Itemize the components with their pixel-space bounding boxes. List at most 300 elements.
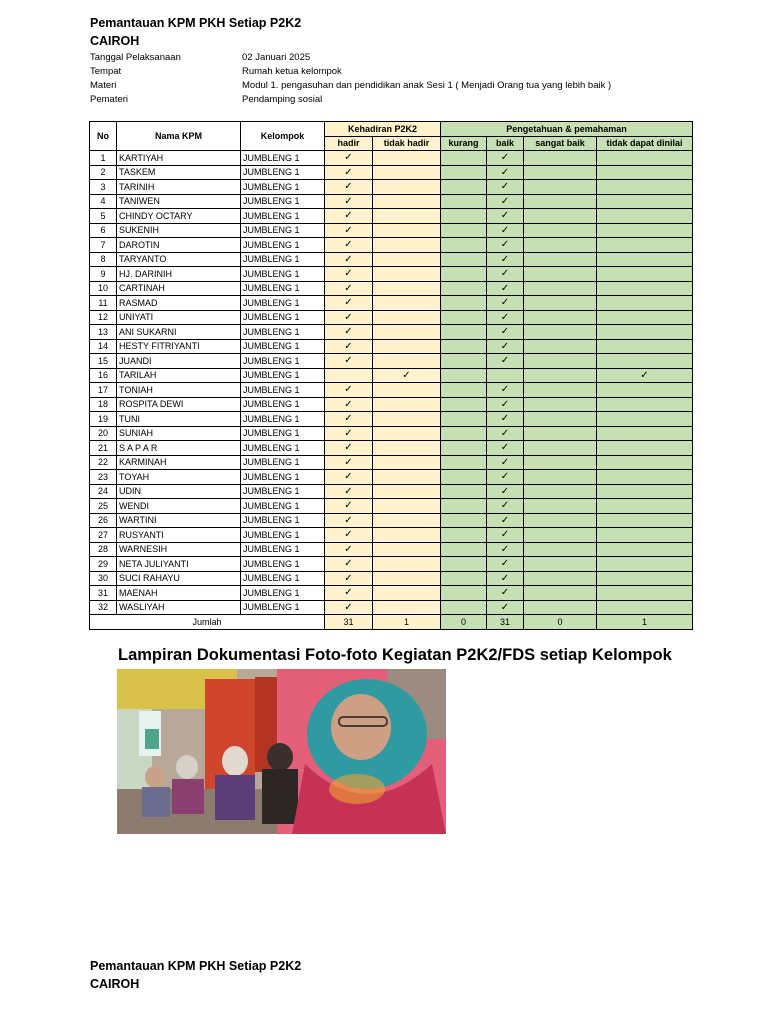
table-row [90,600,693,615]
cell-kelompok: JUMBLENG 1 [241,267,325,282]
cell-tidak-dinilai [597,557,693,572]
cell-kurang [441,542,487,557]
cell-baik: ✓ [487,455,524,470]
cell-nama: TASKEM [117,165,241,180]
cell-tidak-dinilai [597,238,693,253]
cell-tidak-dinilai [597,325,693,340]
page-subtitle: CAIROH [90,34,140,48]
cell-tidak-dinilai [597,426,693,441]
cell-tidak-hadir [373,310,441,325]
cell-baik: ✓ [487,513,524,528]
table-row [90,252,693,267]
table-row [90,557,693,572]
cell-hadir: ✓ [325,455,373,470]
cell-nama: HJ. DARINIH [117,267,241,282]
cell-hadir: ✓ [325,542,373,557]
cell-sangat-baik [524,412,597,427]
cell-tidak-hadir [373,484,441,499]
cell-sangat-baik [524,354,597,369]
cell-nama: TANIWEN [117,194,241,209]
cell-sangat-baik [524,368,597,383]
cell-tidak-dinilai [597,296,693,311]
cell-hadir: ✓ [325,238,373,253]
cell-kurang [441,571,487,586]
cell-nama: SUNIAH [117,426,241,441]
cell-baik: ✓ [487,194,524,209]
cell-tidak-dinilai [597,310,693,325]
cell-tidak-dinilai [597,180,693,195]
cell-tidak-hadir [373,151,441,166]
cell-baik: ✓ [487,499,524,514]
table-row [90,513,693,528]
cell-tidak-dinilai [597,441,693,456]
header-baik: baik [487,136,524,151]
table-row [90,484,693,499]
cell-tidak-dinilai [597,252,693,267]
cell-no: 9 [90,267,117,282]
cell-hadir: ✓ [325,470,373,485]
cell-tidak-dinilai [597,455,693,470]
cell-nama: DAROTIN [117,238,241,253]
cell-kurang [441,513,487,528]
meta-value: Rumah ketua kelompok [242,66,342,77]
cell-baik: ✓ [487,209,524,224]
cell-no: 19 [90,412,117,427]
cell-tidak-dinilai [597,339,693,354]
cell-nama: UNIYATI [117,310,241,325]
cell-kelompok: JUMBLENG 1 [241,310,325,325]
header-kelompok: Kelompok [241,122,325,151]
cell-tidak-hadir [373,296,441,311]
cell-hadir: ✓ [325,339,373,354]
cell-hadir: ✓ [325,484,373,499]
cell-nama: MAENAH [117,586,241,601]
cell-no: 30 [90,571,117,586]
cell-sangat-baik [524,455,597,470]
cell-tidak-dinilai: ✓ [597,368,693,383]
cell-tidak-hadir [373,223,441,238]
table-row [90,441,693,456]
cell-kelompok: JUMBLENG 1 [241,571,325,586]
meta-label: Pemateri [90,94,129,105]
cell-no: 18 [90,397,117,412]
cell-kelompok: JUMBLENG 1 [241,600,325,615]
cell-no: 1 [90,151,117,166]
cell-kelompok: JUMBLENG 1 [241,397,325,412]
cell-kurang [441,165,487,180]
cell-tidak-hadir [373,165,441,180]
cell-sangat-baik [524,383,597,398]
cell-hadir: ✓ [325,310,373,325]
cell-baik: ✓ [487,484,524,499]
table-row [90,542,693,557]
table-row [90,397,693,412]
cell-nama: SUKENIH [117,223,241,238]
cell-sangat-baik [524,426,597,441]
header-no: No [90,122,117,151]
cell-nama: CARTINAH [117,281,241,296]
table-row [90,165,693,180]
cell-nama: ROSPITA DEWI [117,397,241,412]
cell-kelompok: JUMBLENG 1 [241,499,325,514]
cell-baik: ✓ [487,426,524,441]
cell-nama: SUCI RAHAYU [117,571,241,586]
cell-no: 29 [90,557,117,572]
cell-kurang [441,368,487,383]
cell-baik: ✓ [487,557,524,572]
cell-sangat-baik [524,180,597,195]
cell-kurang [441,499,487,514]
table-body [90,151,693,615]
table-row [90,339,693,354]
cell-nama: KARTIYAH [117,151,241,166]
cell-tidak-hadir [373,513,441,528]
cell-kelompok: JUMBLENG 1 [241,528,325,543]
cell-tidak-dinilai [597,484,693,499]
cell-kurang [441,441,487,456]
cell-kurang [441,354,487,369]
cell-baik: ✓ [487,281,524,296]
cell-tidak-dinilai [597,528,693,543]
cell-tidak-hadir [373,194,441,209]
cell-sangat-baik [524,151,597,166]
cell-no: 22 [90,455,117,470]
cell-kurang [441,339,487,354]
total-label: Jumlah [90,615,325,630]
meta-label: Materi [90,80,117,91]
table-row [90,310,693,325]
table-row [90,223,693,238]
cell-tidak-dinilai [597,165,693,180]
cell-hadir: ✓ [325,528,373,543]
cell-kurang [441,455,487,470]
cell-nama: TONIAH [117,383,241,398]
cell-tidak-dinilai [597,470,693,485]
cell-baik: ✓ [487,296,524,311]
total-kurang: 0 [441,615,487,630]
table-row [90,571,693,586]
cell-kelompok: JUMBLENG 1 [241,542,325,557]
header-nama: Nama KPM [117,122,241,151]
cell-hadir: ✓ [325,325,373,340]
meta-value: Modul 1. pengasuhan dan pendidikan anak Sesi 1 ( Menjadi Orang tua yang lebih baik ) [242,80,612,91]
cell-hadir: ✓ [325,281,373,296]
cell-hadir: ✓ [325,267,373,282]
total-row [90,615,693,630]
header-pengetahuan: Pengetahuan & pemahaman [441,122,693,137]
total-tidak-dinilai: 1 [597,615,693,630]
cell-hadir: ✓ [325,426,373,441]
cell-kelompok: JUMBLENG 1 [241,194,325,209]
cell-hadir: ✓ [325,412,373,427]
meta-row-material [90,79,611,93]
cell-hadir: ✓ [325,223,373,238]
cell-sangat-baik [524,209,597,224]
cell-nama: UDIN [117,484,241,499]
cell-tidak-hadir [373,557,441,572]
meta-row-place [90,65,611,79]
footer-title: Pemantauan KPM PKH Setiap P2K2 [90,959,302,973]
table-row [90,325,693,340]
cell-kurang [441,325,487,340]
cell-baik: ✓ [487,412,524,427]
cell-sangat-baik [524,499,597,514]
cell-hadir [325,368,373,383]
table-row [90,586,693,601]
cell-sangat-baik [524,281,597,296]
photo-illustration [117,669,446,834]
cell-baik: ✓ [487,542,524,557]
table-row [90,354,693,369]
meta-row-date [90,51,611,65]
header-kurang: kurang [441,136,487,151]
header-sangat-baik: sangat baik [524,136,597,151]
cell-kelompok: JUMBLENG 1 [241,296,325,311]
cell-tidak-dinilai [597,412,693,427]
cell-kelompok: JUMBLENG 1 [241,470,325,485]
table-row [90,470,693,485]
cell-tidak-dinilai [597,513,693,528]
cell-no: 15 [90,354,117,369]
cell-no: 17 [90,383,117,398]
cell-hadir: ✓ [325,600,373,615]
cell-kurang [441,281,487,296]
cell-kelompok: JUMBLENG 1 [241,426,325,441]
cell-nama: WARTINI [117,513,241,528]
table-row [90,281,693,296]
cell-tidak-hadir [373,412,441,427]
cell-kelompok: JUMBLENG 1 [241,455,325,470]
cell-sangat-baik [524,310,597,325]
header-hadir: hadir [325,136,373,151]
cell-sangat-baik [524,397,597,412]
cell-sangat-baik [524,238,597,253]
cell-baik: ✓ [487,528,524,543]
cell-nama: NETA JULIYANTI [117,557,241,572]
cell-hadir: ✓ [325,499,373,514]
cell-tidak-hadir: ✓ [373,368,441,383]
cell-kelompok: JUMBLENG 1 [241,383,325,398]
cell-baik: ✓ [487,252,524,267]
cell-hadir: ✓ [325,441,373,456]
cell-nama: KARMINAH [117,455,241,470]
cell-tidak-hadir [373,354,441,369]
cell-baik: ✓ [487,267,524,282]
cell-kurang [441,383,487,398]
table-row [90,455,693,470]
table-row [90,296,693,311]
cell-kurang [441,238,487,253]
cell-hadir: ✓ [325,209,373,224]
cell-hadir: ✓ [325,296,373,311]
documentation-photo [117,669,446,834]
cell-nama: WARNESIH [117,542,241,557]
cell-kurang [441,209,487,224]
cell-nama: TOYAH [117,470,241,485]
cell-no: 10 [90,281,117,296]
cell-sangat-baik [524,339,597,354]
cell-kurang [441,267,487,282]
cell-tidak-hadir [373,209,441,224]
footer-subtitle: CAIROH [90,977,140,991]
cell-kelompok: JUMBLENG 1 [241,209,325,224]
cell-sangat-baik [524,441,597,456]
cell-baik: ✓ [487,339,524,354]
meta-row-speaker [90,93,611,107]
cell-tidak-hadir [373,499,441,514]
cell-kurang [441,586,487,601]
cell-nama: WASLIYAH [117,600,241,615]
cell-kurang [441,484,487,499]
table-row [90,426,693,441]
cell-sangat-baik [524,557,597,572]
cell-no: 21 [90,441,117,456]
cell-hadir: ✓ [325,397,373,412]
cell-no: 14 [90,339,117,354]
cell-kelompok: JUMBLENG 1 [241,238,325,253]
cell-sangat-baik [524,571,597,586]
cell-tidak-dinilai [597,571,693,586]
cell-nama: HESTY FITRIYANTI [117,339,241,354]
cell-baik: ✓ [487,354,524,369]
cell-baik: ✓ [487,571,524,586]
cell-sangat-baik [524,528,597,543]
cell-hadir: ✓ [325,151,373,166]
cell-baik: ✓ [487,383,524,398]
cell-sangat-baik [524,325,597,340]
cell-baik: ✓ [487,600,524,615]
cell-kelompok: JUMBLENG 1 [241,557,325,572]
table-row [90,499,693,514]
cell-tidak-dinilai [597,354,693,369]
cell-kurang [441,151,487,166]
cell-kurang [441,397,487,412]
cell-hadir: ✓ [325,513,373,528]
cell-sangat-baik [524,165,597,180]
header-tidak-dinilai: tidak dapat dinilai [597,136,693,151]
cell-nama: S A P A R [117,441,241,456]
cell-kurang [441,252,487,267]
cell-tidak-hadir [373,426,441,441]
cell-sangat-baik [524,513,597,528]
cell-baik: ✓ [487,441,524,456]
attendance-table [89,121,693,630]
cell-nama: RASMAD [117,296,241,311]
cell-tidak-dinilai [597,542,693,557]
cell-no: 11 [90,296,117,311]
cell-nama: RUSYANTI [117,528,241,543]
cell-sangat-baik [524,252,597,267]
cell-tidak-hadir [373,180,441,195]
cell-sangat-baik [524,470,597,485]
meta-label: Tanggal Pelaksanaan [90,52,181,63]
cell-tidak-dinilai [597,397,693,412]
cell-no: 7 [90,238,117,253]
cell-baik: ✓ [487,223,524,238]
cell-tidak-hadir [373,383,441,398]
cell-no: 5 [90,209,117,224]
cell-no: 23 [90,470,117,485]
cell-kelompok: JUMBLENG 1 [241,484,325,499]
cell-no: 20 [90,426,117,441]
cell-hadir: ✓ [325,165,373,180]
cell-kelompok: JUMBLENG 1 [241,151,325,166]
cell-baik: ✓ [487,165,524,180]
cell-nama: JUANDI [117,354,241,369]
cell-tidak-dinilai [597,586,693,601]
meta-value: 02 Januari 2025 [242,52,311,63]
documentation-title: Lampiran Dokumentasi Foto-foto Kegiatan P2K2/FDS setiap Kelompok [118,646,672,664]
cell-tidak-hadir [373,397,441,412]
cell-nama: TUNI [117,412,241,427]
total-sangat-baik: 0 [524,615,597,630]
cell-nama: CHINDY OCTARY [117,209,241,224]
table-row [90,368,693,383]
cell-sangat-baik [524,223,597,238]
table-row [90,209,693,224]
cell-nama: TARYANTO [117,252,241,267]
cell-tidak-hadir [373,571,441,586]
cell-no: 2 [90,165,117,180]
table-row [90,412,693,427]
total-tidak-hadir: 1 [373,615,441,630]
meta-label: Tempat [90,66,122,77]
header-kehadiran: Kehadiran P2K2 [325,122,441,137]
table-row [90,194,693,209]
cell-sangat-baik [524,586,597,601]
table-row [90,383,693,398]
cell-kelompok: JUMBLENG 1 [241,513,325,528]
page-title: Pemantauan KPM PKH Setiap P2K2 [90,16,302,30]
total-baik: 31 [487,615,524,630]
cell-sangat-baik [524,267,597,282]
cell-tidak-hadir [373,542,441,557]
table-row [90,238,693,253]
cell-nama: WENDI [117,499,241,514]
cell-sangat-baik [524,484,597,499]
cell-tidak-dinilai [597,499,693,514]
cell-kelompok: JUMBLENG 1 [241,586,325,601]
table-row [90,528,693,543]
cell-hadir: ✓ [325,194,373,209]
meta-info [90,51,611,107]
cell-kurang [441,223,487,238]
cell-tidak-dinilai [597,267,693,282]
cell-kelompok: JUMBLENG 1 [241,441,325,456]
cell-tidak-dinilai [597,281,693,296]
cell-tidak-hadir [373,441,441,456]
cell-kelompok: JUMBLENG 1 [241,325,325,340]
cell-kurang [441,180,487,195]
cell-tidak-hadir [373,252,441,267]
cell-hadir: ✓ [325,354,373,369]
cell-kurang [441,557,487,572]
cell-kelompok: JUMBLENG 1 [241,180,325,195]
cell-kelompok: JUMBLENG 1 [241,223,325,238]
cell-tidak-hadir [373,281,441,296]
cell-tidak-hadir [373,455,441,470]
cell-sangat-baik [524,542,597,557]
cell-tidak-hadir [373,528,441,543]
table-row [90,267,693,282]
cell-kelompok: JUMBLENG 1 [241,354,325,369]
cell-tidak-dinilai [597,151,693,166]
cell-baik: ✓ [487,180,524,195]
cell-hadir: ✓ [325,180,373,195]
cell-no: 25 [90,499,117,514]
cell-no: 26 [90,513,117,528]
cell-no: 28 [90,542,117,557]
